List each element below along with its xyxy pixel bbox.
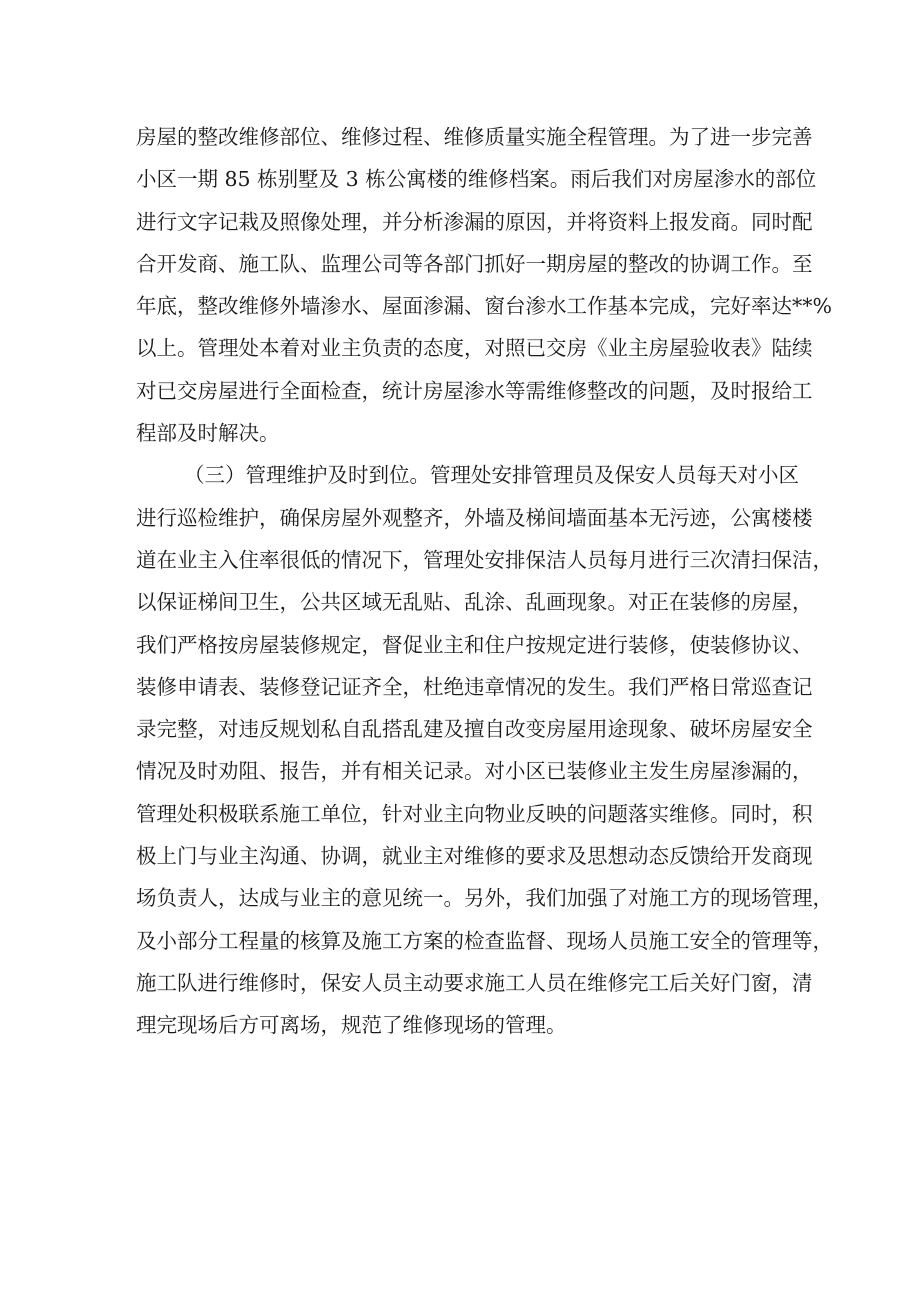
text-line: 对已交房屋进行全面检查，统计房屋渗水等需维修整改的问题，及时报给工 [136, 378, 813, 403]
text-line: 及小部分工程量的核算及施工方案的检查监督、现场人员施工安全的管理等， [136, 928, 833, 953]
text-line: 管理处积极联系施工单位，针对业主向物业反映的问题落实维修。同时，积 [136, 801, 813, 826]
text-line: 进行巡检维护，确保房屋外观整齐，外墙及梯间墙面基本无污迹，公寓楼楼 [136, 505, 813, 530]
text-line: 以上。管理处本着对业主负责的态度，对照已交房《业主房屋验收表》陆续 [136, 336, 813, 361]
text-line: 理完现场后方可离场，规范了维修现场的管理。 [136, 1013, 567, 1038]
text-line: 情况及时劝阻、报告，并有相关记录。对小区已装修业主发生房屋渗漏的， [136, 759, 813, 784]
text-line: 进行文字记栽及照像处理，并分析渗漏的原因，并将资料上报发商。同时配 [136, 209, 813, 234]
text-line: 以保证梯间卫生，公共区域无乱贴、乱涂、乱画现象。对正在装修的房屋， [136, 590, 813, 615]
text-line: 年底，整改维修外墙渗水、屋面渗漏、窗台渗水工作基本完成，完好率达**% [136, 294, 832, 319]
text-line: 小区一期 85 栋别墅及 3 栋公寓楼的维修档案。雨后我们对房屋渗水的部位 [136, 167, 817, 192]
text-line: 合开发商、施工队、监理公司等各部门抓好一期房屋的整改的协调工作。至 [136, 251, 813, 276]
text-line: 录完整，对违反规划私自乱搭乱建及擅自改变房屋用途现象、破坏房屋安全 [136, 717, 813, 742]
text-line: 程部及时解决。 [136, 421, 280, 446]
paragraph-2 [136, 454, 833, 1046]
text-line: 装修申请表、装修登记证齐全，杜绝违章情况的发生。我们严格日常巡查记 [136, 674, 813, 699]
text-line: 施工队进行维修时，保安人员主动要求施工人员在维修完工后关好门窗，清 [136, 970, 813, 995]
text-line: （三）管理维护及时到位。管理处安排管理员及保安人员每天对小区 [184, 463, 799, 488]
text-line: 道在业主入住率很低的情况下，管理处安排保洁人员每月进行三次清扫保洁， [136, 547, 833, 572]
text-line: 场负责人，达成与业主的意见统一。另外，我们加强了对施工方的现场管理， [136, 886, 833, 911]
text-line: 房屋的整改维修部位、维修过程、维修质量实施全程管理。为了进一步完善 [136, 125, 813, 149]
text-line: 我们严格按房屋装修规定，督促业主和住户按规定进行装修，使装修协议、 [136, 632, 813, 657]
document-body [136, 116, 833, 1047]
text-line: 极上门与业主沟通、协调，就业主对维修的要求及思想动态反馈给开发商现 [136, 844, 813, 869]
paragraph-1 [136, 116, 832, 454]
